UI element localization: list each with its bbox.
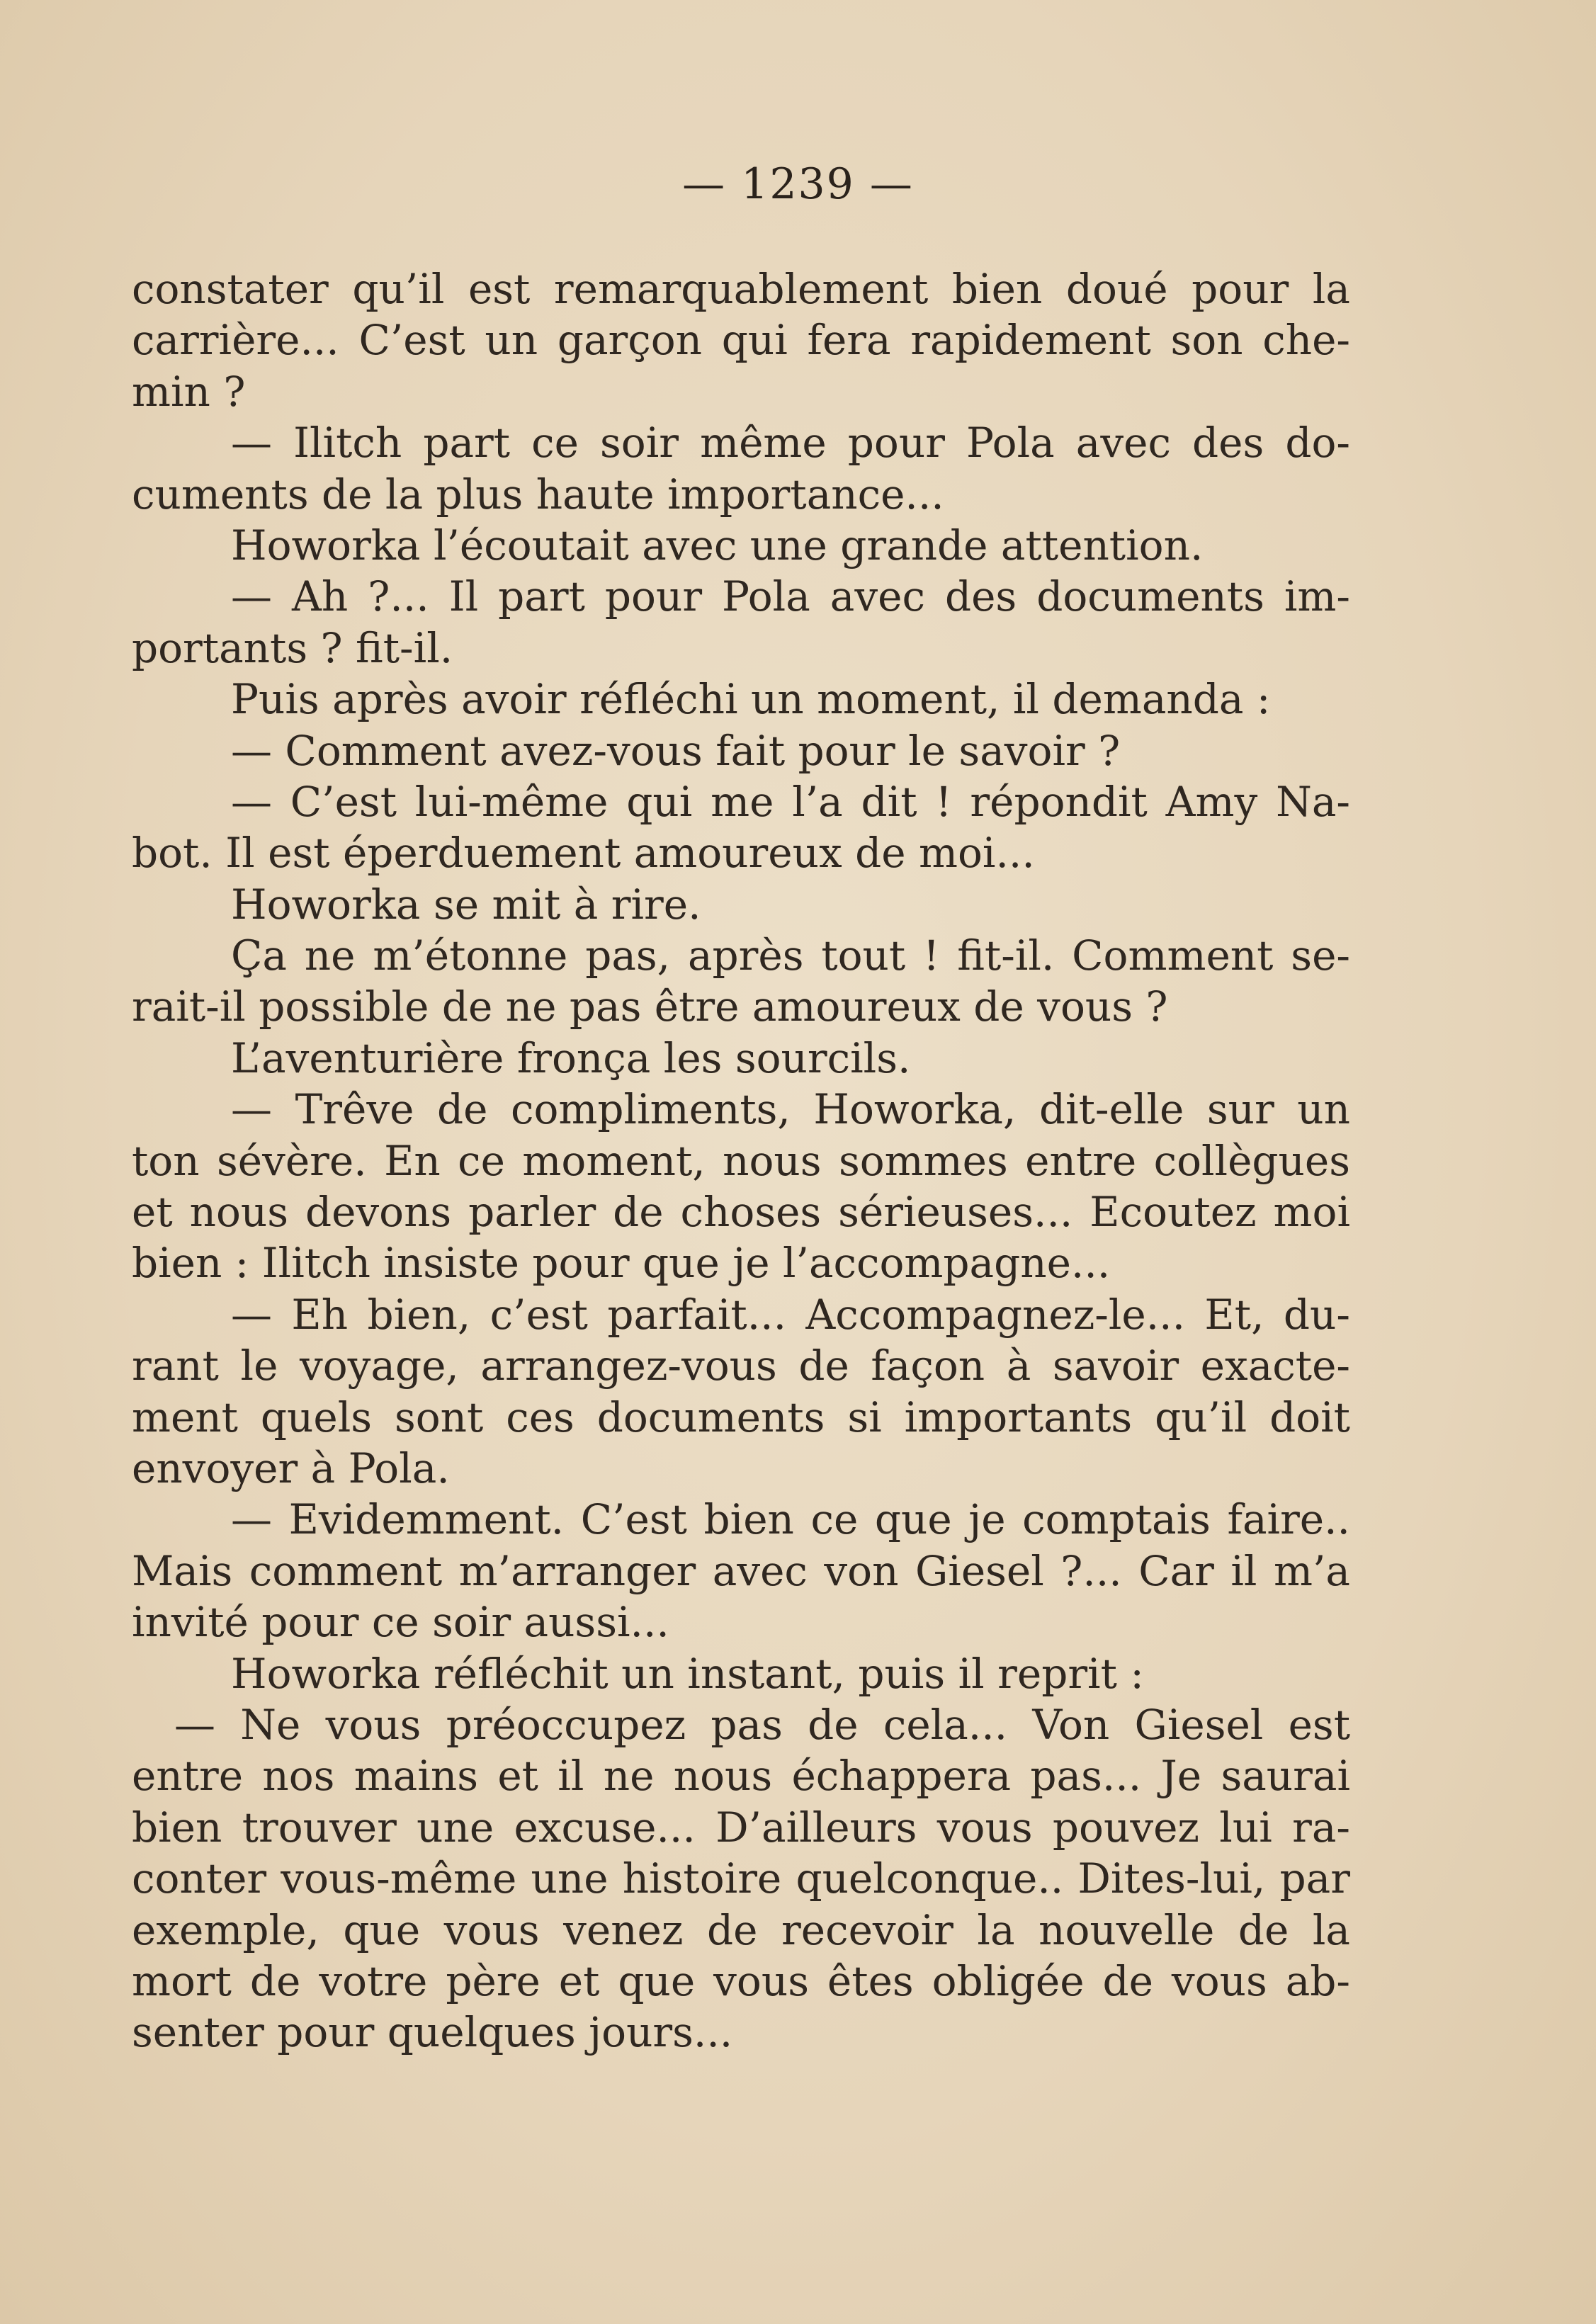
text-line: bien trouver une excuse... D’ailleurs vous pouvez lui ra- [132, 1803, 1350, 1852]
text-line: carrière... C’est un garçon qui fera rapidement son che- [132, 316, 1350, 365]
text-line: Howorka se mit à rire. [231, 880, 701, 929]
text-line: — C’est lui-même qui me l’a dit ! répondit Amy Na- [231, 777, 1350, 826]
text-line: senter pour quelques jours... [132, 2008, 733, 2057]
text-line: entre nos mains et il ne nous échappera pas... Je saurai [132, 1752, 1350, 1801]
text-line: min ? [132, 367, 246, 416]
text-line: Puis après avoir réfléchi un moment, il demanda : [231, 675, 1271, 724]
text-line: — Ne vous préoccupez pas de cela... Von Giesel est [174, 1700, 1350, 1749]
text-line: Howorka réfléchit un instant, puis il reprit : [231, 1649, 1144, 1698]
text-line: Howorka l’écoutait avec une grande attention. [231, 521, 1204, 569]
text-line: cuments de la plus haute importance... [132, 470, 944, 518]
text-line: invité pour ce soir aussi... [132, 1598, 669, 1647]
text-line: portants ? fit-il. [132, 623, 453, 672]
text-line: — Ilitch part ce soir même pour Pola avec des do- [231, 419, 1350, 467]
text-line: ton sévère. En ce moment, nous sommes entre collègues [132, 1136, 1350, 1185]
text-line: exemple, que vous venez de recevoir la nouvelle de la [132, 1905, 1350, 1954]
text-line: — Trêve de compliments, Howorka, dit-elle sur un [231, 1085, 1350, 1134]
text-line: constater qu’il est remarquablement bien doué pour la [132, 265, 1350, 313]
text-line: bot. Il est éperduement amoureux de moi... [132, 829, 1035, 878]
text-line: — Evidemment. C’est bien ce que je comptais faire.. [231, 1495, 1350, 1544]
text-line: mort de votre père et que vous êtes obligée de vous ab- [132, 1956, 1350, 2005]
text-line: envoyer à Pola. [132, 1444, 450, 1492]
text-line: — Ah ?... Il part pour Pola avec des documents im- [231, 572, 1350, 621]
text-line: et nous devons parler de choses sérieuses... Ecoutez moi [132, 1188, 1350, 1237]
text-line: rant le voyage, arrangez-vous de façon à savoir exacte- [132, 1342, 1350, 1390]
text-line: — Comment avez-vous fait pour le savoir ? [231, 726, 1121, 775]
text-line: Mais comment m’arranger avec von Giesel ?... Car il m’a [132, 1546, 1350, 1595]
text-line: Ça ne m’étonne pas, après tout ! fit-il. Comment se- [231, 931, 1350, 980]
text-line: — Eh bien, c’est parfait... Accompagnez-le... Et, du- [231, 1290, 1350, 1339]
text-line: L’aventurière fronça les sourcils. [231, 1033, 911, 1082]
text-line: conter vous-même une histoire quelconque.. Dites-lui, par [132, 1854, 1350, 1903]
body-text [132, 263, 1350, 2058]
text-line: bien : Ilitch insiste pour que je l’accompagne... [132, 1239, 1111, 1288]
text-line: ment quels sont ces documents si importants qu’il doit [132, 1393, 1350, 1441]
page-number: — 1239 — [682, 159, 914, 209]
text-line: rait-il possible de ne pas être amoureux de vous ? [132, 982, 1168, 1031]
